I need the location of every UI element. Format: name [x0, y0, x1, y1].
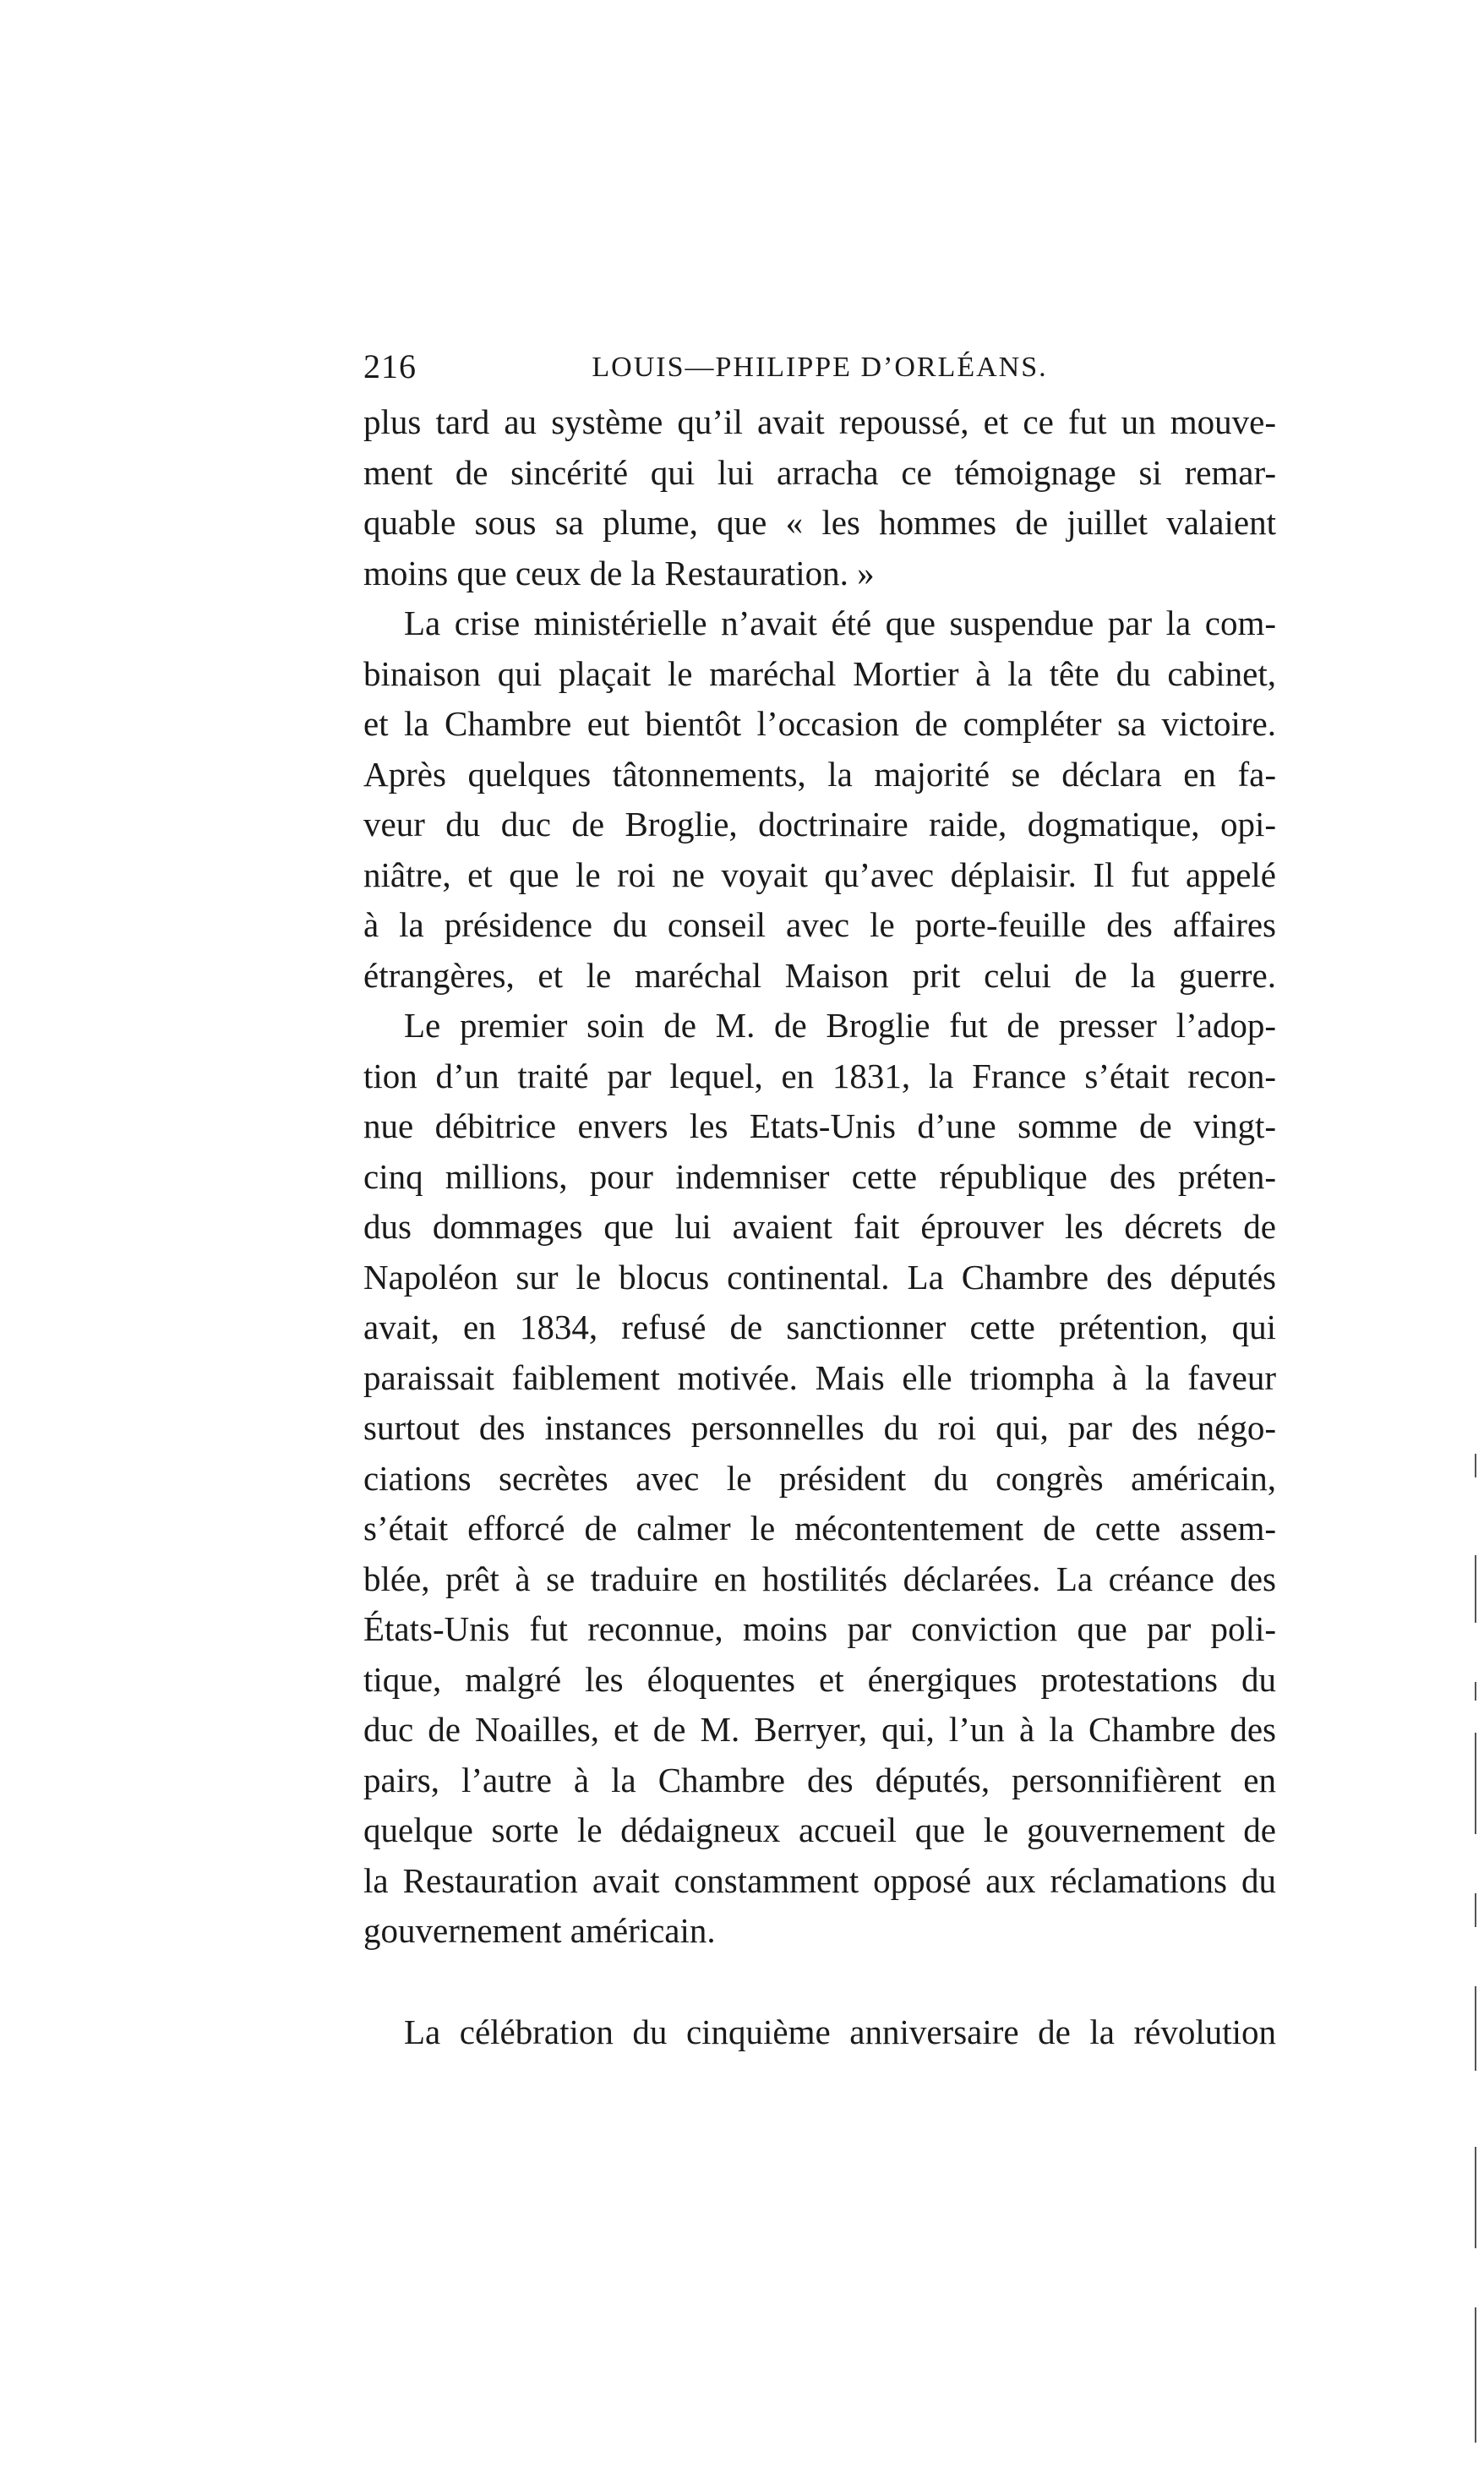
text-line: États-Unis fut reconnue, moins par conviction que par poli- — [363, 1609, 1276, 1648]
text-line: étrangères, et le maréchal Maison prit celui de la guerre. — [363, 955, 1276, 995]
scan-mark — [1475, 1733, 1476, 1834]
text-line: tique, malgré les éloquentes et énergiques protestations du — [363, 1659, 1276, 1699]
text-line: veur du duc de Broglie, doctrinaire raide, dogmatique, opi- — [363, 805, 1276, 844]
scan-mark — [1475, 2307, 1476, 2443]
text-line: à la présidence du conseil avec le porte-feuille des affaires — [363, 905, 1276, 944]
scan-margin-marks — [1475, 1454, 1477, 2460]
text-line: ment de sincérité qui lui arracha ce témoignage si remar- — [363, 452, 1276, 492]
paragraph-1 — [363, 397, 1276, 598]
scan-mark — [1475, 1986, 1476, 2071]
text-line: pairs, l’autre à la Chambre des députés, personnifièrent en — [363, 1760, 1276, 1799]
text-line: moins que ceux de la Restauration. » — [363, 553, 875, 592]
text-line: duc de Noailles, et de M. Berryer, qui, l’un à la Chambre des — [363, 1710, 1276, 1749]
running-title: LOUIS—PHILIPPE D’ORLÉANS. — [592, 352, 1048, 383]
text-line: niâtre, et que le roi ne voyait qu’avec déplaisir. Il fut appelé — [363, 855, 1276, 894]
text-line: gouvernement américain. — [363, 1911, 716, 1950]
text-line: Après quelques tâtonnements, la majorité se déclara en fa- — [363, 754, 1276, 794]
text-line: dus dommages que lui avaient fait éprouver les décrets de — [363, 1207, 1276, 1246]
page-number: 216 — [363, 347, 417, 385]
paragraph-4 — [363, 2007, 1276, 2058]
text-line: cinq millions, pour indemniser cette république des préten- — [363, 1156, 1276, 1196]
text-line: binaison qui plaçait le maréchal Mortier à la tête du cabinet, — [363, 653, 1276, 693]
text-line: avait, en 1834, refusé de sanctionner cette prétention, qui — [363, 1308, 1276, 1346]
paragraph-3 — [363, 1001, 1276, 1957]
section-gap — [363, 1957, 1276, 2007]
text-line: La célébration du cinquième anniversaire de la révolution — [404, 2012, 1276, 2051]
scan-mark — [1475, 1555, 1476, 1623]
scan-mark — [1475, 2147, 1476, 2248]
text-line: et la Chambre eut bientôt l’occasion de compléter sa victoire. — [363, 704, 1276, 743]
running-head — [363, 347, 1276, 397]
text-line: quelque sorte le dédaigneux accueil que le gouvernement de — [363, 1810, 1276, 1849]
book-page — [363, 347, 1276, 2057]
text-line: nue débitrice envers les Etats-Unis d’une somme de vingt- — [363, 1106, 1276, 1145]
text-line: paraissait faiblement motivée. Mais elle triompha à la faveur — [363, 1357, 1276, 1397]
text-line: s’était efforcé de calmer le mécontentement de cette assem- — [363, 1509, 1276, 1548]
scan-mark — [1475, 1682, 1476, 1701]
text-line: Napoléon sur le blocus continental. La Chambre des députés — [363, 1257, 1276, 1297]
text-line: quable sous sa plume, que « les hommes de juillet valaient — [363, 503, 1276, 542]
scan-mark — [1475, 1893, 1476, 1927]
paragraph-2 — [363, 598, 1276, 1001]
text-line: La crise ministérielle n’avait été que suspendue par la com- — [404, 603, 1276, 642]
text-line: plus tard au système qu’il avait repoussé, et ce fut un mouve- — [363, 402, 1276, 441]
text-line: tion d’un traité par lequel, en 1831, la France s’était recon- — [363, 1056, 1276, 1095]
text-line: Le premier soin de M. de Broglie fut de presser l’adop- — [404, 1006, 1276, 1045]
text-line: blée, prêt à se traduire en hostilités déclarées. La créance des — [363, 1559, 1276, 1598]
text-line: la Restauration avait constamment opposé aux réclamations du — [363, 1860, 1276, 1900]
text-line: ciations secrètes avec le président du congrès américain, — [363, 1458, 1276, 1498]
scan-mark — [1475, 1454, 1476, 1477]
text-line: surtout des instances personnelles du roi qui, par des négo- — [363, 1408, 1276, 1447]
